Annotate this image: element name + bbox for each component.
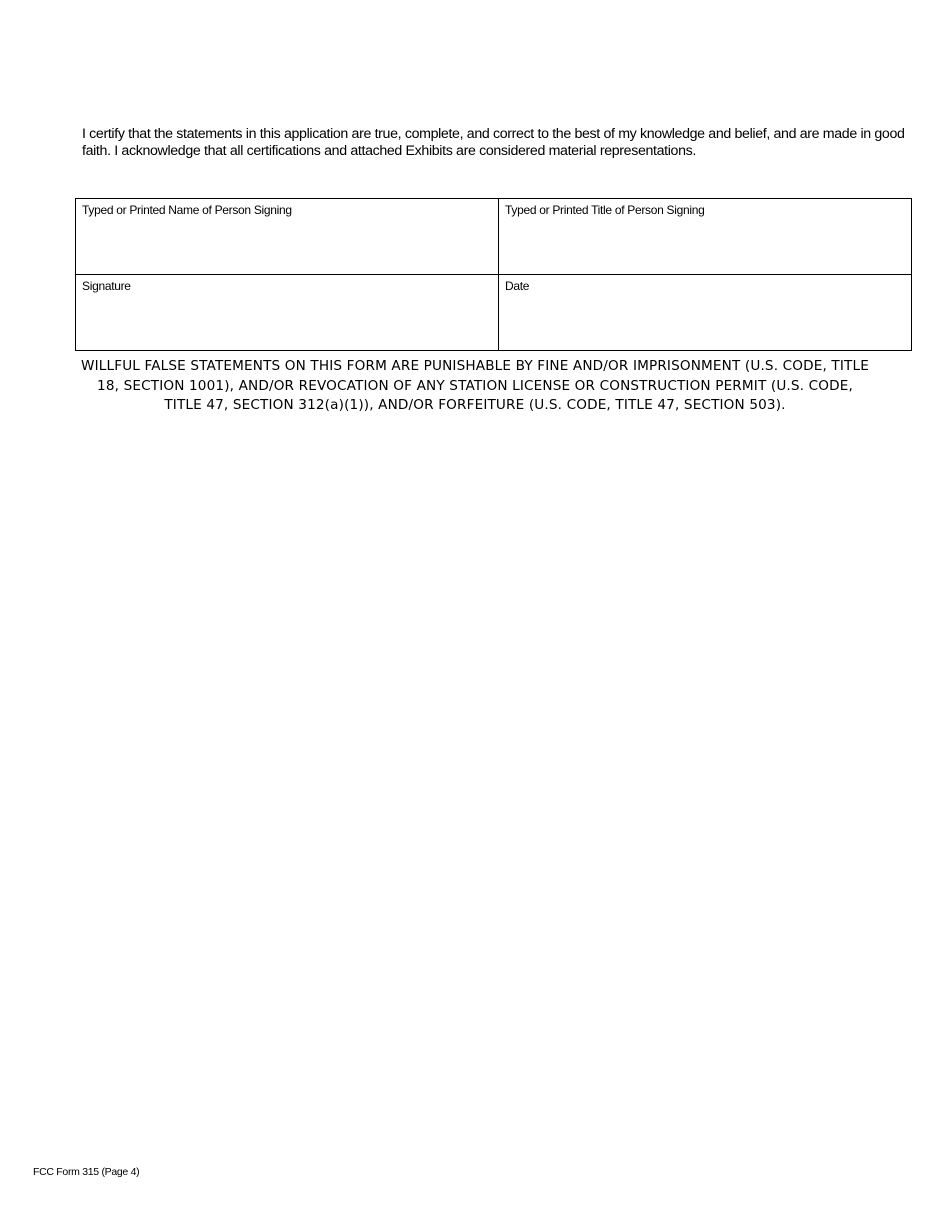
date-field-label: Date bbox=[505, 279, 530, 293]
signature-table-row bbox=[76, 275, 912, 351]
title-field[interactable] bbox=[499, 199, 912, 275]
penalty-warning: WILLFUL FALSE STATEMENTS ON THIS FORM ARE PUNISHABLE BY FINE AND/OR IMPRISONMENT (U.S. CODE, TITLE 18, SECTION 1001), AND/OR REVOCATION OF ANY STATION LICENSE OR CONSTRUCTION PERMIT (U.S. CODE, TITLE 47, SECTION 312(a)(1)), AND/OR FORFEITURE (U.S. CODE, TITLE 47, SECTION 503). bbox=[81, 358, 869, 413]
signature-table bbox=[75, 198, 912, 351]
signature-field[interactable] bbox=[76, 275, 499, 351]
title-field-label: Typed or Printed Title of Person Signing bbox=[505, 203, 705, 217]
signature-table-row bbox=[76, 199, 912, 275]
form-page-footer: FCC Form 315 (Page 4) bbox=[33, 1166, 140, 1178]
name-field-label: Typed or Printed Name of Person Signing bbox=[82, 203, 292, 217]
signature-field-label: Signature bbox=[82, 279, 131, 293]
date-field[interactable] bbox=[499, 275, 912, 351]
name-field[interactable] bbox=[76, 199, 499, 275]
certification-statement: I certify that the statements in this application are true, complete, and correct to the best of my knowledge and belief, and are made in good faith. I acknowledge that all certifications and attached Exhibits are considered material representations. bbox=[82, 126, 905, 159]
